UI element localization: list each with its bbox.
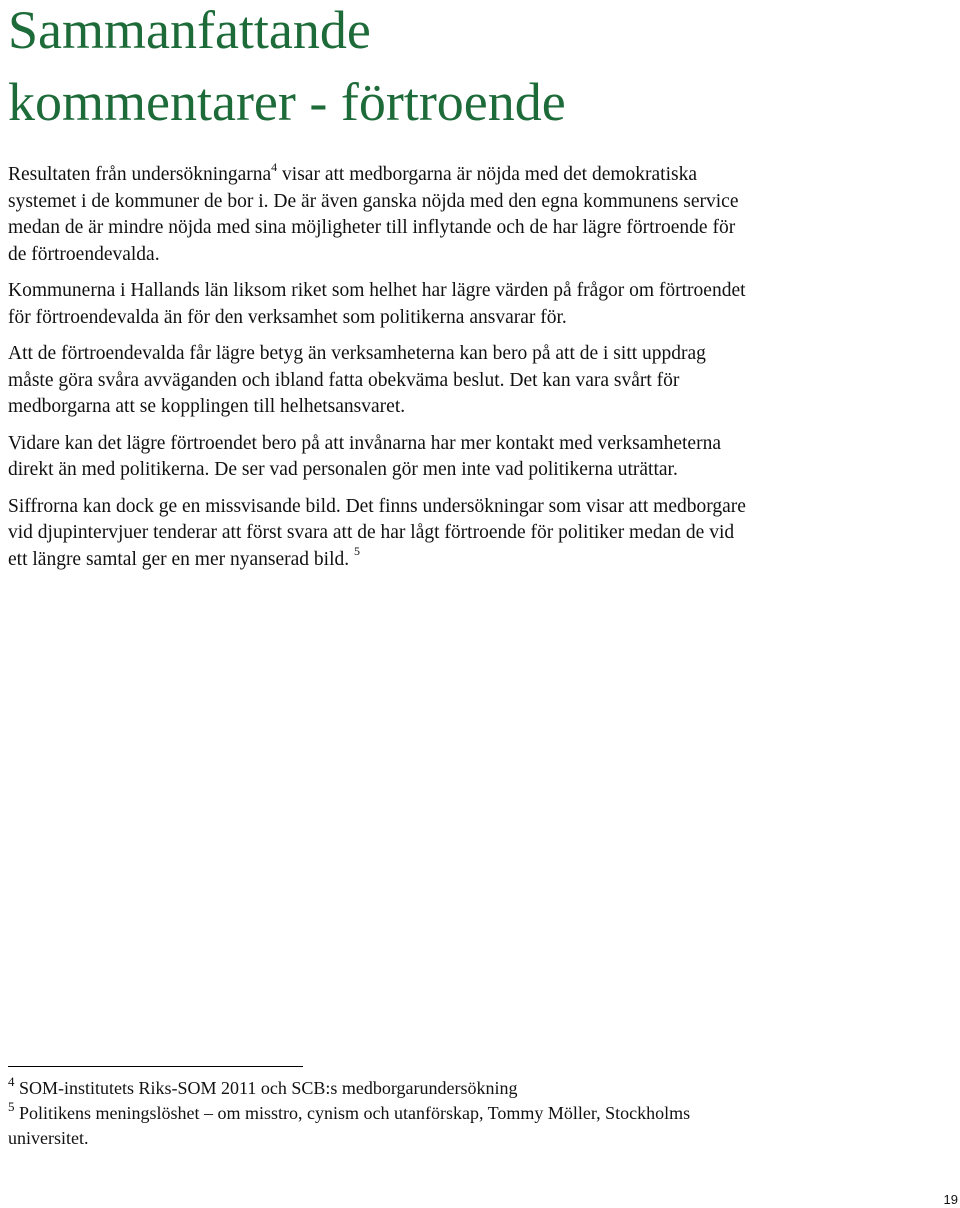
- paragraph-grades: Att de förtroendevalda får lägre betyg än verksamheterna kan bero på att de i sitt uppdrag måste göra svåra avväganden och ibland fatta obekväma beslut. Det kan vara svårt för medborgarna att se kopplingen till helhetsansvaret.: [8, 343, 706, 417]
- page-title-line-2: kommentarer - förtroende: [8, 72, 566, 132]
- paragraph-text: Siffrorna kan dock ge en missvisande bild. Det finns undersökningar som visar att medborgare vid djupintervjuer tenderar att först svara att de har lågt förtroende för politiker medan de vid ett längre samtal ger en mer nyanserad bild.: [8, 495, 746, 570]
- paragraph-text: Resultaten från undersökningarna: [8, 164, 272, 185]
- footnote-text: Politikens meningslöshet – om misstro, cynism och utanförskap, Tommy Möller, Stockholms universitet.: [8, 1103, 691, 1148]
- footnote-4: [8, 1076, 748, 1101]
- page-title-line-1: Sammanfattande: [8, 0, 371, 60]
- footnote-number: 4: [8, 1074, 15, 1089]
- page-number: 19: [943, 1192, 958, 1207]
- body-text: [8, 159, 748, 583]
- paragraph-figures: [8, 494, 748, 574]
- footnote-5: [8, 1101, 748, 1151]
- footnote-number: 5: [8, 1099, 15, 1114]
- paragraph-contact: Vidare kan det lägre förtroendet bero på att invånarna har mer kontakt med verksamheterna direkt än med politikerna. De ser vad personalen gör men inte vad politikerna uträttar.: [8, 432, 721, 480]
- footnote-text: SOM-institutets Riks-SOM 2011 och SCB:s medborgarundersökning: [14, 1078, 518, 1098]
- paragraph-results: [8, 159, 748, 268]
- footnote-separator: [8, 1066, 303, 1067]
- paragraph-halland: Kommunerna i Hallands län liksom riket som helhet har lägre värden på frågor om förtroendet för förtroendevalda än för den verksamhet som politikerna ansvarar för.: [8, 280, 746, 328]
- page-title: [8, 0, 566, 138]
- footnote-ref-4: 4: [271, 159, 278, 174]
- paragraph-text: visar att medborgarna är nöjda med det demokratiska systemet i de kommuner de bor i. De är även ganska nöjda med den egna kommunens service medan de är mindre nöjda med sina möjligheter till inflytande och de har lägre förtroende för de förtroendevalda.: [8, 164, 739, 265]
- footnote-ref-5: 5: [354, 544, 360, 558]
- footnotes: [8, 1076, 748, 1151]
